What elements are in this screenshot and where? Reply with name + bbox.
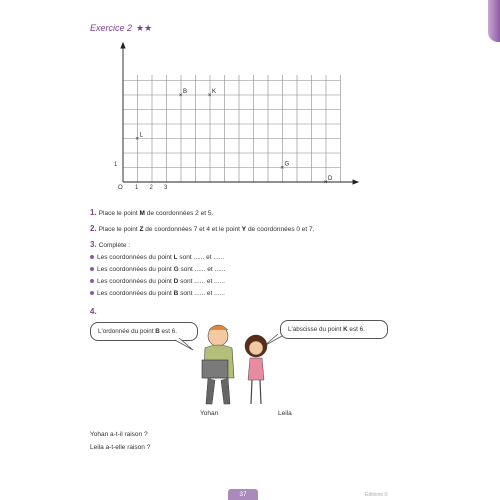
point-cross-mark: × (323, 179, 328, 187)
bullet-dot (90, 279, 94, 283)
yohan-name-label: Yohan (200, 410, 219, 417)
question-1 (90, 208, 213, 217)
question-2-text-a: Place le point (98, 226, 140, 233)
point-label: G (284, 161, 290, 168)
point-label: K (212, 89, 217, 95)
question-2-point-z: Z (139, 226, 144, 233)
page-footer (0, 488, 500, 500)
question-2-text-c: de coordonnées 0 et 7. (246, 226, 315, 233)
x-tick-2: 2 (149, 185, 153, 190)
bullet-point: B (173, 290, 179, 297)
bullet-item-g (90, 266, 225, 273)
final-question-yohan: Yohan a-t-il raison ? (90, 431, 148, 438)
point-label: B (183, 89, 188, 95)
bullet-point: G (173, 266, 179, 273)
point-label: L (139, 132, 143, 139)
yohan-figure (202, 325, 234, 404)
difficulty-stars: ★★ (136, 23, 153, 33)
final-question-leila: Leila a-t-elle raison ? (90, 444, 151, 451)
point-cross-mark: × (135, 135, 140, 143)
grid-point-b (179, 89, 187, 99)
grid-point-d (324, 176, 333, 186)
x-tick-1: 1 (135, 185, 139, 190)
bullet-dot (90, 291, 94, 295)
question-1-text-a: Place le point (98, 210, 140, 217)
question-3 (90, 240, 130, 249)
question-1-number: 1. (90, 208, 97, 217)
yohan-speech-point: B (155, 328, 160, 335)
leila-name-label: Leila (278, 410, 292, 417)
exercise-title-text: Exercice 2 (90, 23, 133, 33)
leila-speech-point: K (343, 326, 348, 333)
bullet-blanks: sont ...... et ...... (178, 290, 225, 297)
bullet-text: Les coordonnées du point (97, 278, 174, 285)
exercise-title (90, 23, 152, 34)
point-cross-mark: × (178, 92, 183, 100)
leila-speech-text-a: L'abscisse du point (288, 326, 344, 333)
origin-label: O (118, 185, 123, 190)
question-3-number: 3. (90, 240, 97, 249)
question-1-text-b: de coordonnées 2 et 5. (144, 210, 214, 217)
x-tick-3: 3 (164, 185, 168, 190)
question-4-number: 4. (90, 307, 97, 316)
leila-speech-bubble (280, 320, 388, 339)
page-edge-tab (488, 0, 500, 42)
point-cross-mark: × (207, 92, 212, 100)
bullet-blanks: sont ...... et ...... (177, 254, 225, 261)
bullet-point: L (173, 254, 178, 261)
question-2-text-b: de coordonnées 7 et 4 et le point (143, 226, 242, 233)
point-label: D (328, 176, 333, 182)
leila-figure (245, 335, 267, 404)
grid-point-g (280, 162, 289, 172)
x-axis-arrow (353, 180, 358, 184)
grid-point-k (208, 89, 216, 99)
bullet-item-d (90, 278, 225, 285)
leila-speech-text-b: est 6. (347, 326, 365, 333)
bullet-point: D (173, 278, 179, 285)
grid-point-l (135, 133, 143, 143)
y-tick-1: 1 (114, 162, 118, 168)
bullet-text: Les coordonnées du point (97, 254, 174, 261)
bullet-item-b (90, 290, 225, 297)
bullet-dot (90, 267, 94, 271)
grid-lines (123, 75, 341, 182)
bullet-text: Les coordonnées du point (97, 266, 174, 273)
question-3-text: Complète : (98, 242, 131, 249)
question-1-point: M (139, 210, 145, 217)
bullet-blanks: sont ...... et ...... (178, 278, 225, 285)
question-2-point-y: Y (241, 226, 247, 233)
page-number: 37 (228, 489, 258, 500)
y-axis-arrow (121, 43, 125, 48)
grid-points (135, 89, 333, 186)
question-2-number: 2. (90, 224, 97, 233)
axis-labels (114, 162, 168, 190)
question-2 (90, 224, 314, 233)
characters-illustration (188, 318, 278, 413)
bullet-blanks: sont ...... et ...... (178, 266, 226, 273)
bullet-dot (90, 255, 94, 259)
publisher-note: Éditions © (365, 492, 388, 498)
yohan-speech-text-a: L'ordonnée du point (98, 328, 156, 335)
axes (121, 43, 358, 187)
bullet-text: Les coordonnées du point (97, 290, 174, 297)
yohan-speech-text-b: est 6. (159, 328, 177, 335)
point-cross-mark: × (280, 164, 285, 172)
bullet-item-l (90, 254, 224, 261)
coordinate-grid (100, 40, 360, 190)
